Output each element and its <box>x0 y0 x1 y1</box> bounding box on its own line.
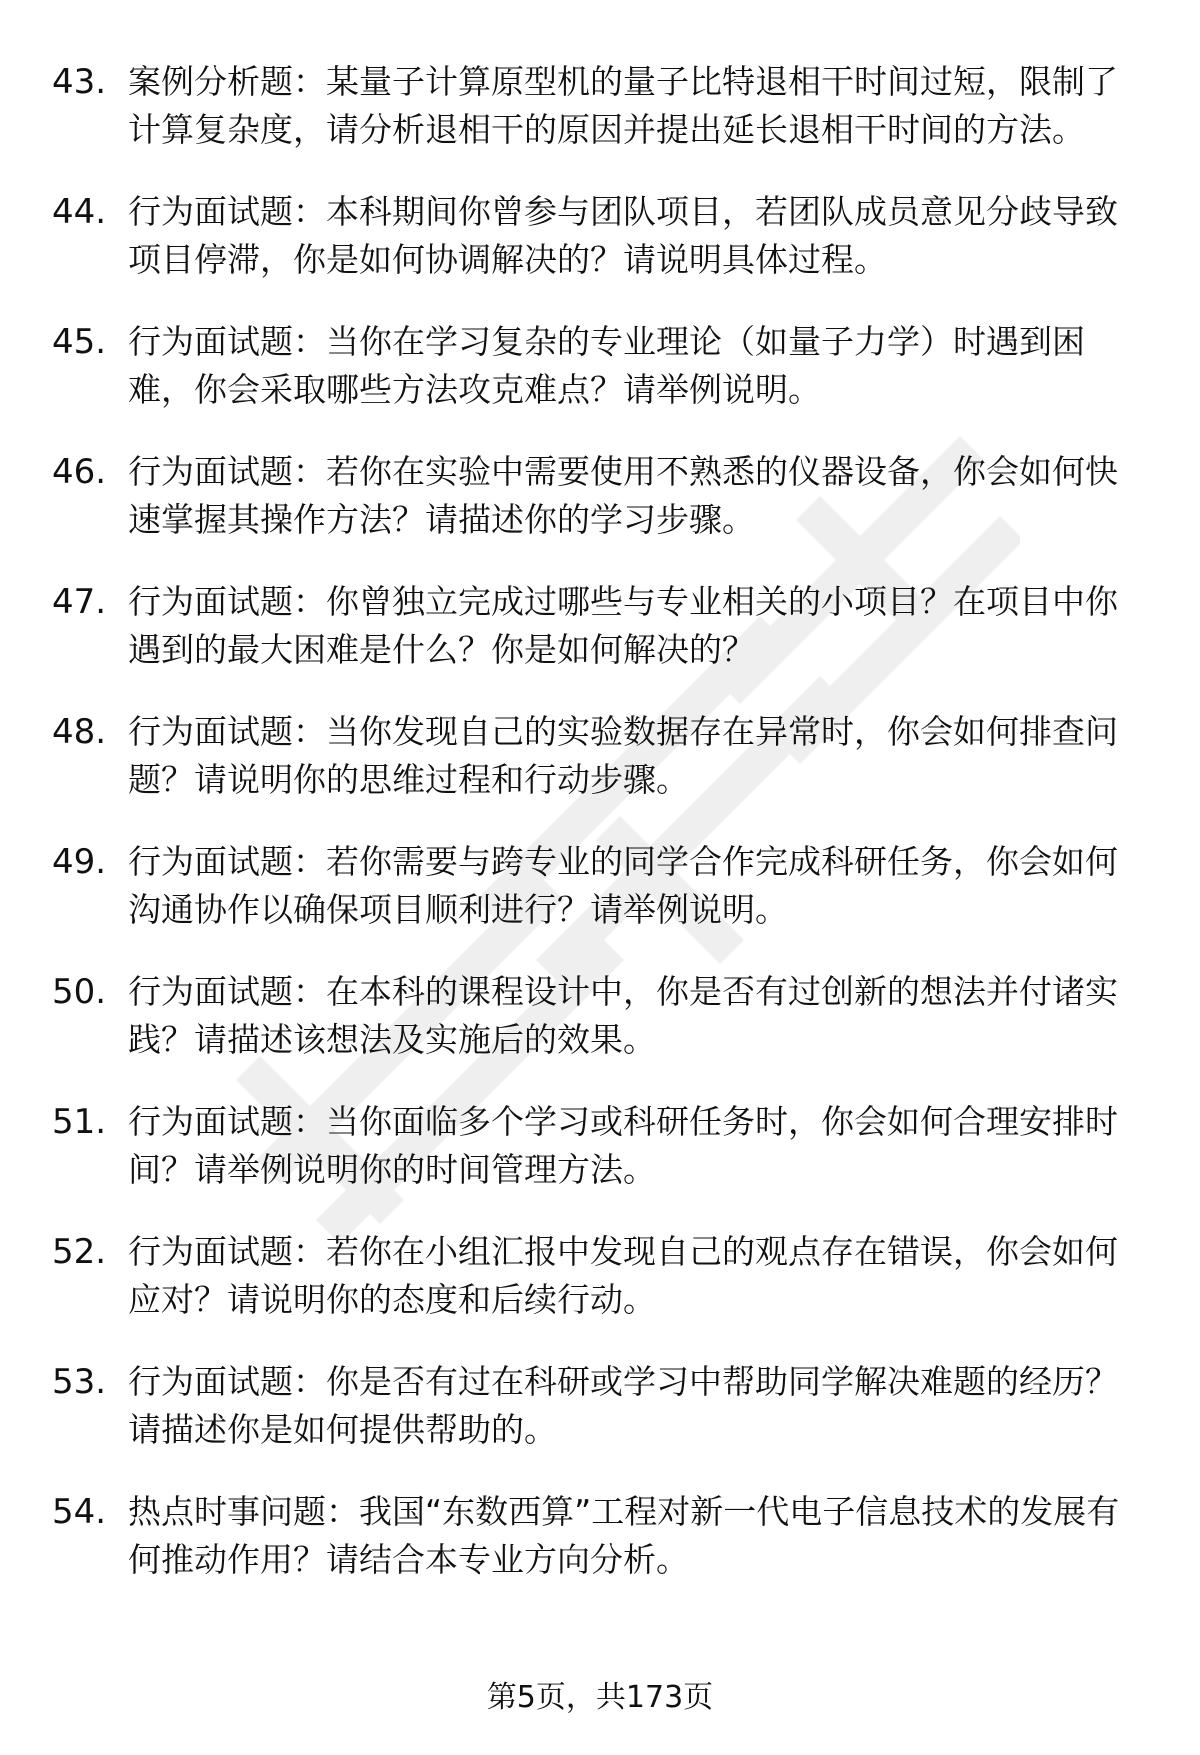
question-text: 行为面试题：当你发现自己的实验数据存在异常时，你会如何排查问题？请说明你的思维过程和行动步骤。 <box>128 712 1118 799</box>
question-text: 行为面试题：若你在实验中需要使用不熟悉的仪器设备，你会如何快速掌握其操作方法？请描述你的学习步骤。 <box>128 452 1118 539</box>
question-number: 48. <box>52 712 107 752</box>
question-item <box>52 968 1152 1064</box>
question-number: 43. <box>52 62 107 102</box>
question-item <box>52 318 1152 414</box>
question-list <box>52 58 1152 1618</box>
question-item <box>52 1488 1152 1584</box>
question-item <box>52 448 1152 544</box>
page-footer: 第5页，共173页 <box>486 1680 714 1715</box>
question-item <box>52 58 1152 154</box>
question-item <box>52 1358 1152 1454</box>
question-text: 行为面试题：若你在小组汇报中发现自己的观点存在错误，你会如何应对？请说明你的态度和后续行动。 <box>128 1232 1118 1319</box>
question-text: 行为面试题：若你需要与跨专业的同学合作完成科研任务，你会如何沟通协作以确保项目顺利进行？请举例说明。 <box>128 842 1118 929</box>
question-text: 行为面试题：本科期间你曾参与团队项目，若团队成员意见分歧导致项目停滞，你是如何协调解决的？请说明具体过程。 <box>128 192 1118 279</box>
question-text: 行为面试题：当你面临多个学习或科研任务时，你会如何合理安排时间？请举例说明你的时间管理方法。 <box>128 1102 1118 1189</box>
question-number: 52. <box>52 1232 107 1272</box>
question-number: 49. <box>52 842 107 882</box>
question-text: 行为面试题：当你在学习复杂的专业理论（如量子力学）时遇到困难，你会采取哪些方法攻克难点？请举例说明。 <box>128 322 1085 409</box>
question-text: 行为面试题：你是否有过在科研或学习中帮助同学解决难题的经历？请描述你是如何提供帮助的。 <box>128 1362 1118 1449</box>
question-number: 51. <box>52 1102 107 1142</box>
question-item <box>52 838 1152 934</box>
question-number: 45. <box>52 322 107 362</box>
question-number: 53. <box>52 1362 107 1402</box>
question-number: 44. <box>52 192 107 232</box>
question-item <box>52 188 1152 284</box>
question-text: 行为面试题：在本科的课程设计中，你是否有过创新的想法并付诸实践？请描述该想法及实施后的效果。 <box>128 972 1118 1059</box>
question-number: 50. <box>52 972 107 1012</box>
question-text: 行为面试题：你曾独立完成过哪些与专业相关的小项目？在项目中你遇到的最大困难是什么？你是如何解决的？ <box>128 582 1118 669</box>
question-number: 47. <box>52 582 107 622</box>
question-item <box>52 708 1152 804</box>
question-item <box>52 1228 1152 1324</box>
question-item <box>52 578 1152 674</box>
question-number: 46. <box>52 452 107 492</box>
question-number: 54. <box>52 1492 107 1532</box>
question-text: 热点时事问题：我国“东数西算”工程对新一代电子信息技术的发展有何推动作用？请结合本专业方向分析。 <box>128 1492 1120 1579</box>
question-item <box>52 1098 1152 1194</box>
question-text: 案例分析题：某量子计算原型机的量子比特退相干时间过短，限制了计算复杂度，请分析退相干的原因并提出延长退相干时间的方法。 <box>128 62 1118 149</box>
